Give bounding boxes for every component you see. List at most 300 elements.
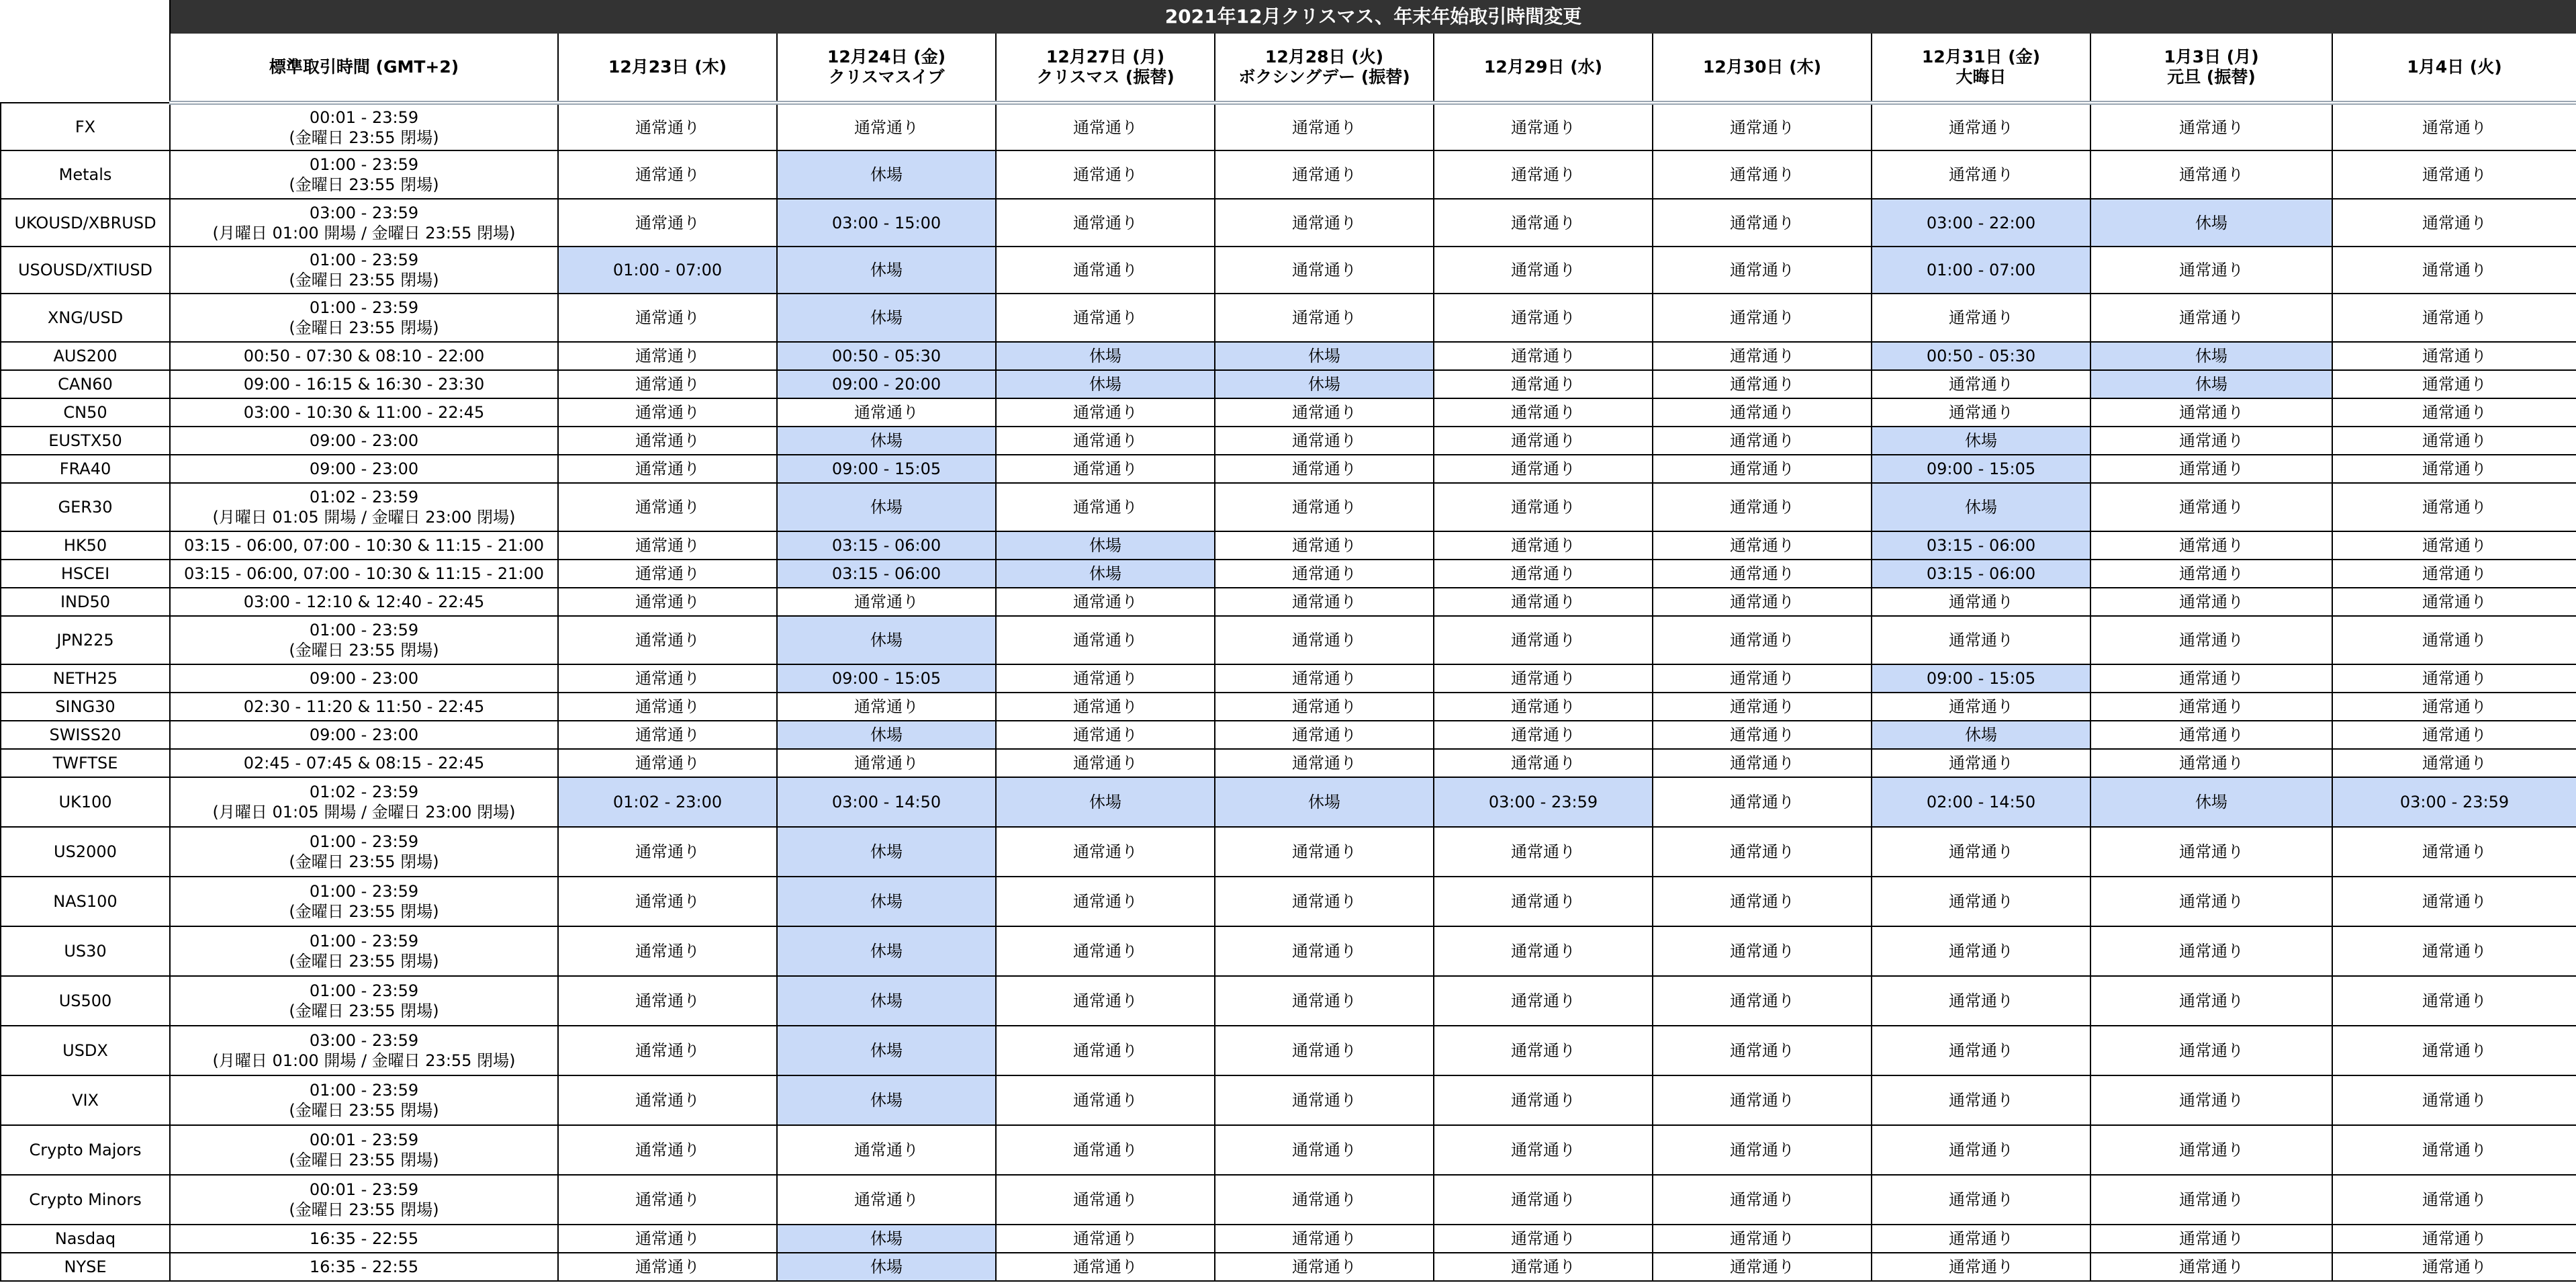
day-hours-cell: 通常通り xyxy=(1434,103,1653,150)
instrument-name: CAN60 xyxy=(1,370,170,398)
day-hours-cell: 通常通り xyxy=(2332,976,2576,1026)
day-hours-cell: 通常通り xyxy=(2332,588,2576,616)
day-hours-cell: 通常通り xyxy=(1215,926,1434,976)
day-hours-cell: 03:00 - 23:59 xyxy=(1434,777,1653,827)
day-hours-cell: 通常通り xyxy=(2090,976,2332,1026)
day-hours-cell: 通常通り xyxy=(2332,1225,2576,1253)
day-hours-cell: 通常通り xyxy=(777,588,996,616)
day-hours-cell: 通常通り xyxy=(2090,827,2332,877)
day-hours-cell: 通常通り xyxy=(1872,877,2090,926)
day-hours-cell: 通常通り xyxy=(1434,247,1653,294)
day-hours-cell: 通常通り xyxy=(996,926,1215,976)
day-hours-cell: 通常通り xyxy=(1215,827,1434,877)
instrument-name: NETH25 xyxy=(1,664,170,693)
column-header-day: 12月29日 (水) xyxy=(1434,33,1653,103)
day-hours-cell: 通常通り xyxy=(996,664,1215,693)
day-hours-cell: 通常通り xyxy=(1653,455,1872,483)
standard-hours-cell: 03:00 - 12:10 & 12:40 - 22:45 xyxy=(170,588,558,616)
instrument-name: Nasdaq xyxy=(1,1225,170,1253)
day-hours-cell: 休場 xyxy=(1872,721,2090,749)
day-hours-cell: 通常通り xyxy=(1653,1026,1872,1075)
day-hours-cell: 通常通り xyxy=(996,150,1215,199)
standard-hours-cell: 02:45 - 07:45 & 08:15 - 22:45 xyxy=(170,749,558,777)
day-hours-cell: 通常通り xyxy=(2332,150,2576,199)
day-hours-cell: 03:15 - 06:00 xyxy=(777,560,996,588)
day-hours-cell: 通常通り xyxy=(1653,150,1872,199)
day-hours-cell: 通常通り xyxy=(1215,427,1434,455)
day-hours-cell: 休場 xyxy=(777,1026,996,1075)
day-hours-cell: 通常通り xyxy=(2090,294,2332,342)
day-hours-cell: 通常通り xyxy=(2332,1026,2576,1075)
day-hours-cell: 通常通り xyxy=(1215,247,1434,294)
day-hours-cell: 通常通り xyxy=(1653,1253,1872,1281)
table-row xyxy=(1,1253,2576,1281)
table-row xyxy=(1,976,2576,1026)
day-hours-cell: 通常通り xyxy=(2090,531,2332,560)
column-header-day: 12月28日 (火) ボクシングデー (振替) xyxy=(1215,33,1434,103)
day-hours-cell: 通常通り xyxy=(1215,199,1434,247)
day-hours-cell: 通常通り xyxy=(2332,560,2576,588)
day-hours-cell: 通常通り xyxy=(996,455,1215,483)
day-hours-cell: 通常通り xyxy=(1215,588,1434,616)
day-hours-cell: 通常通り xyxy=(558,693,777,721)
day-hours-cell: 休場 xyxy=(777,1253,996,1281)
day-hours-cell: 通常通り xyxy=(2332,398,2576,427)
instrument-name: SING30 xyxy=(1,693,170,721)
column-header-day: 12月24日 (金) クリスマスイブ xyxy=(777,33,996,103)
day-hours-cell: 通常通り xyxy=(1653,926,1872,976)
day-hours-cell: 通常通り xyxy=(558,664,777,693)
day-hours-cell: 01:02 - 23:00 xyxy=(558,777,777,827)
day-hours-cell: 09:00 - 20:00 xyxy=(777,370,996,398)
day-hours-cell: 通常通り xyxy=(1653,531,1872,560)
day-hours-cell: 休場 xyxy=(1215,342,1434,370)
day-hours-cell: 通常通り xyxy=(2332,721,2576,749)
day-hours-cell: 通常通り xyxy=(1872,370,2090,398)
day-hours-cell: 通常通り xyxy=(1872,1225,2090,1253)
day-hours-cell: 通常通り xyxy=(996,199,1215,247)
day-hours-cell: 通常通り xyxy=(996,616,1215,664)
column-header-day: 12月27日 (月) クリスマス (振替) xyxy=(996,33,1215,103)
day-hours-cell: 通常通り xyxy=(2090,926,2332,976)
day-hours-cell: 通常通り xyxy=(1872,588,2090,616)
column-header-day: 12月30日 (木) xyxy=(1653,33,1872,103)
day-hours-cell: 通常通り xyxy=(1653,427,1872,455)
day-hours-cell: 通常通り xyxy=(2090,877,2332,926)
table-row xyxy=(1,427,2576,455)
day-hours-cell: 通常通り xyxy=(2090,1125,2332,1175)
corner-cell xyxy=(1,1,170,103)
day-hours-cell: 通常通り xyxy=(1215,455,1434,483)
standard-hours-cell: 00:01 - 23:59 (金曜日 23:55 閉場) xyxy=(170,1175,558,1225)
day-hours-cell: 通常通り xyxy=(1872,976,2090,1026)
table-row xyxy=(1,664,2576,693)
day-hours-cell: 通常通り xyxy=(1653,370,1872,398)
day-hours-cell: 通常通り xyxy=(1434,664,1653,693)
day-hours-cell: 通常通り xyxy=(1872,103,2090,150)
standard-hours-cell: 03:00 - 23:59 (月曜日 01:00 開場 / 金曜日 23:55 閉場) xyxy=(170,199,558,247)
day-hours-cell: 通常通り xyxy=(558,749,777,777)
standard-hours-cell: 02:30 - 11:20 & 11:50 - 22:45 xyxy=(170,693,558,721)
standard-hours-cell: 01:00 - 23:59 (金曜日 23:55 閉場) xyxy=(170,1075,558,1125)
table-row xyxy=(1,294,2576,342)
day-hours-cell: 休場 xyxy=(777,1075,996,1125)
day-hours-cell: 通常通り xyxy=(1215,150,1434,199)
day-hours-cell: 休場 xyxy=(777,247,996,294)
day-hours-cell: 通常通り xyxy=(996,588,1215,616)
day-hours-cell: 通常通り xyxy=(1653,777,1872,827)
day-hours-cell: 通常通り xyxy=(2332,531,2576,560)
day-hours-cell: 通常通り xyxy=(1434,150,1653,199)
standard-hours-cell: 00:01 - 23:59 (金曜日 23:55 閉場) xyxy=(170,103,558,150)
day-hours-cell: 通常通り xyxy=(1215,749,1434,777)
day-hours-cell: 通常通り xyxy=(996,1175,1215,1225)
day-hours-cell: 通常通り xyxy=(1653,398,1872,427)
day-hours-cell: 通常通り xyxy=(1434,1225,1653,1253)
day-hours-cell: 通常通り xyxy=(558,398,777,427)
table-row xyxy=(1,247,2576,294)
table-row xyxy=(1,693,2576,721)
day-hours-cell: 通常通り xyxy=(1215,294,1434,342)
day-hours-cell: 03:00 - 14:50 xyxy=(777,777,996,827)
standard-hours-cell: 01:00 - 23:59 (金曜日 23:55 閉場) xyxy=(170,976,558,1026)
standard-hours-cell: 01:02 - 23:59 (月曜日 01:05 開場 / 金曜日 23:00 閉場) xyxy=(170,483,558,531)
day-hours-cell: 通常通り xyxy=(1653,103,1872,150)
instrument-name: NYSE xyxy=(1,1253,170,1281)
day-hours-cell: 通常通り xyxy=(1434,560,1653,588)
day-hours-cell: 通常通り xyxy=(2090,1175,2332,1225)
day-hours-cell: 通常通り xyxy=(996,483,1215,531)
day-hours-cell: 通常通り xyxy=(1434,616,1653,664)
day-hours-cell: 休場 xyxy=(777,721,996,749)
day-hours-cell: 通常通り xyxy=(1434,1253,1653,1281)
day-hours-cell: 09:00 - 15:05 xyxy=(777,455,996,483)
day-hours-cell: 休場 xyxy=(996,531,1215,560)
day-hours-cell: 通常通り xyxy=(1653,342,1872,370)
day-hours-cell: 01:00 - 07:00 xyxy=(1872,247,2090,294)
standard-hours-cell: 01:02 - 23:59 (月曜日 01:05 開場 / 金曜日 23:00 閉場) xyxy=(170,777,558,827)
day-hours-cell: 通常通り xyxy=(1215,976,1434,1026)
instrument-name: IND50 xyxy=(1,588,170,616)
day-hours-cell: 通常通り xyxy=(1215,616,1434,664)
day-hours-cell: 通常通り xyxy=(2332,877,2576,926)
day-hours-cell: 通常通り xyxy=(2332,103,2576,150)
day-hours-cell: 通常通り xyxy=(2090,1075,2332,1125)
day-hours-cell: 通常通り xyxy=(2332,199,2576,247)
day-hours-cell: 通常通り xyxy=(1872,294,2090,342)
day-hours-cell: 03:15 - 06:00 xyxy=(777,531,996,560)
day-hours-cell: 通常通り xyxy=(2090,427,2332,455)
day-hours-cell: 通常通り xyxy=(558,1175,777,1225)
day-hours-cell: 休場 xyxy=(777,427,996,455)
day-hours-cell: 通常通り xyxy=(558,1125,777,1175)
standard-hours-cell: 00:50 - 07:30 & 08:10 - 22:00 xyxy=(170,342,558,370)
table-row xyxy=(1,588,2576,616)
table-row xyxy=(1,877,2576,926)
column-header-day: 12月31日 (金) 大晦日 xyxy=(1872,33,2090,103)
day-hours-cell: 通常通り xyxy=(777,749,996,777)
instrument-name: XNG/USD xyxy=(1,294,170,342)
table-title: 2021年12月クリスマス、年末年始取引時間変更 xyxy=(170,1,2576,33)
day-hours-cell: 休場 xyxy=(777,616,996,664)
day-hours-cell: 通常通り xyxy=(996,294,1215,342)
day-hours-cell: 通常通り xyxy=(2332,926,2576,976)
table-row xyxy=(1,777,2576,827)
instrument-name: GER30 xyxy=(1,483,170,531)
standard-hours-cell: 03:00 - 23:59 (月曜日 01:00 開場 / 金曜日 23:55 閉場) xyxy=(170,1026,558,1075)
day-hours-cell: 通常通り xyxy=(1653,588,1872,616)
day-hours-cell: 通常通り xyxy=(558,370,777,398)
day-hours-cell: 通常通り xyxy=(996,1026,1215,1075)
day-hours-cell: 通常通り xyxy=(1653,1125,1872,1175)
table-row xyxy=(1,721,2576,749)
day-hours-cell: 通常通り xyxy=(2090,616,2332,664)
day-hours-cell: 休場 xyxy=(777,877,996,926)
day-hours-cell: 休場 xyxy=(996,342,1215,370)
standard-hours-cell: 09:00 - 23:00 xyxy=(170,427,558,455)
day-hours-cell: 通常通り xyxy=(558,294,777,342)
day-hours-cell: 通常通り xyxy=(2332,427,2576,455)
column-header-day: 1月3日 (月) 元旦 (振替) xyxy=(2090,33,2332,103)
column-header-standard-hours: 標準取引時間 (GMT+2) xyxy=(170,33,558,103)
day-hours-cell: 休場 xyxy=(2090,342,2332,370)
day-hours-cell: 通常通り xyxy=(1872,1253,2090,1281)
day-hours-cell: 休場 xyxy=(2090,199,2332,247)
day-hours-cell: 休場 xyxy=(777,294,996,342)
day-hours-cell: 01:00 - 07:00 xyxy=(558,247,777,294)
table-row xyxy=(1,827,2576,877)
day-hours-cell: 通常通り xyxy=(1434,693,1653,721)
table-row xyxy=(1,616,2576,664)
day-hours-cell: 通常通り xyxy=(558,342,777,370)
day-hours-cell: 通常通り xyxy=(1434,721,1653,749)
day-hours-cell: 通常通り xyxy=(996,976,1215,1026)
day-hours-cell: 通常通り xyxy=(2090,560,2332,588)
standard-hours-cell: 01:00 - 23:59 (金曜日 23:55 閉場) xyxy=(170,616,558,664)
day-hours-cell: 通常通り xyxy=(996,103,1215,150)
instrument-name: TWFTSE xyxy=(1,749,170,777)
day-hours-cell: 通常通り xyxy=(777,693,996,721)
table-row xyxy=(1,1125,2576,1175)
day-hours-cell: 通常通り xyxy=(1653,1175,1872,1225)
day-hours-cell: 休場 xyxy=(2090,370,2332,398)
day-hours-cell: 通常通り xyxy=(1434,926,1653,976)
day-hours-cell: 通常通り xyxy=(2332,294,2576,342)
day-hours-cell: 通常通り xyxy=(558,827,777,877)
day-hours-cell: 通常通り xyxy=(1653,1225,1872,1253)
day-hours-cell: 通常通り xyxy=(1434,398,1653,427)
table-row xyxy=(1,150,2576,199)
day-hours-cell: 休場 xyxy=(777,976,996,1026)
day-hours-cell: 通常通り xyxy=(777,1175,996,1225)
standard-hours-cell: 01:00 - 23:59 (金曜日 23:55 閉場) xyxy=(170,926,558,976)
table-row xyxy=(1,1026,2576,1075)
day-hours-cell: 通常通り xyxy=(2332,616,2576,664)
instrument-name: FRA40 xyxy=(1,455,170,483)
day-hours-cell: 通常通り xyxy=(1215,664,1434,693)
day-hours-cell: 通常通り xyxy=(558,588,777,616)
standard-hours-cell: 03:15 - 06:00, 07:00 - 10:30 & 11:15 - 21:00 xyxy=(170,531,558,560)
standard-hours-cell: 03:00 - 10:30 & 11:00 - 22:45 xyxy=(170,398,558,427)
day-hours-cell: 通常通り xyxy=(2090,150,2332,199)
standard-hours-cell: 09:00 - 23:00 xyxy=(170,455,558,483)
day-hours-cell: 通常通り xyxy=(2090,693,2332,721)
day-hours-cell: 通常通り xyxy=(558,926,777,976)
day-hours-cell: 通常通り xyxy=(996,1125,1215,1175)
day-hours-cell: 休場 xyxy=(996,777,1215,827)
day-hours-cell: 通常通り xyxy=(1215,1225,1434,1253)
instrument-name: AUS200 xyxy=(1,342,170,370)
day-hours-cell: 通常通り xyxy=(996,1253,1215,1281)
day-hours-cell: 通常通り xyxy=(1653,693,1872,721)
instrument-name: UKOUSD/XBRUSD xyxy=(1,199,170,247)
day-hours-cell: 通常通り xyxy=(996,827,1215,877)
day-hours-cell: 通常通り xyxy=(1653,877,1872,926)
day-hours-cell: 09:00 - 15:05 xyxy=(1872,455,2090,483)
day-hours-cell: 通常通り xyxy=(2090,588,2332,616)
day-hours-cell: 通常通り xyxy=(2332,664,2576,693)
table-row xyxy=(1,560,2576,588)
day-hours-cell: 通常通り xyxy=(1872,749,2090,777)
day-hours-cell: 03:15 - 06:00 xyxy=(1872,560,2090,588)
instrument-name: NAS100 xyxy=(1,877,170,926)
day-hours-cell: 通常通り xyxy=(1434,1026,1653,1075)
day-hours-cell: 通常通り xyxy=(2090,247,2332,294)
day-hours-cell: 通常通り xyxy=(996,693,1215,721)
day-hours-cell: 09:00 - 15:05 xyxy=(1872,664,2090,693)
day-hours-cell: 通常通り xyxy=(1215,398,1434,427)
table-row xyxy=(1,531,2576,560)
standard-hours-cell: 09:00 - 16:15 & 16:30 - 23:30 xyxy=(170,370,558,398)
day-hours-cell: 通常通り xyxy=(1215,721,1434,749)
instrument-name: VIX xyxy=(1,1075,170,1125)
table-row xyxy=(1,926,2576,976)
instrument-name: FX xyxy=(1,103,170,150)
table-row xyxy=(1,103,2576,150)
standard-hours-cell: 16:35 - 22:55 xyxy=(170,1225,558,1253)
day-hours-cell: 通常通り xyxy=(1434,588,1653,616)
day-hours-cell: 通常通り xyxy=(1215,1253,1434,1281)
table-row xyxy=(1,1175,2576,1225)
day-hours-cell: 通常通り xyxy=(558,1225,777,1253)
standard-hours-cell: 00:01 - 23:59 (金曜日 23:55 閉場) xyxy=(170,1125,558,1175)
table-row xyxy=(1,398,2576,427)
day-hours-cell: 通常通り xyxy=(777,398,996,427)
day-hours-cell: 通常通り xyxy=(2332,455,2576,483)
day-hours-cell: 通常通り xyxy=(1653,827,1872,877)
day-hours-cell: 休場 xyxy=(777,827,996,877)
instrument-name: US500 xyxy=(1,976,170,1026)
day-hours-cell: 通常通り xyxy=(2332,827,2576,877)
table-row xyxy=(1,370,2576,398)
day-hours-cell: 通常通り xyxy=(996,749,1215,777)
day-hours-cell: 通常通り xyxy=(1215,483,1434,531)
day-hours-cell: 00:50 - 05:30 xyxy=(1872,342,2090,370)
day-hours-cell: 休場 xyxy=(777,1225,996,1253)
day-hours-cell: 通常通り xyxy=(1872,926,2090,976)
day-hours-cell: 通常通り xyxy=(1653,294,1872,342)
day-hours-cell: 通常通り xyxy=(2090,749,2332,777)
day-hours-cell: 通常通り xyxy=(2090,721,2332,749)
day-hours-cell: 通常通り xyxy=(2090,1026,2332,1075)
day-hours-cell: 通常通り xyxy=(2332,247,2576,294)
day-hours-cell: 通常通り xyxy=(1434,976,1653,1026)
instrument-name: Metals xyxy=(1,150,170,199)
day-hours-cell: 通常通り xyxy=(558,1026,777,1075)
day-hours-cell: 通常通り xyxy=(558,199,777,247)
day-hours-cell: 通常通り xyxy=(2332,1075,2576,1125)
day-hours-cell: 通常通り xyxy=(558,1075,777,1125)
instrument-name: USOUSD/XTIUSD xyxy=(1,247,170,294)
day-hours-cell: 通常通り xyxy=(2332,342,2576,370)
day-hours-cell: 通常通り xyxy=(2090,1253,2332,1281)
instrument-name: US30 xyxy=(1,926,170,976)
day-hours-cell: 通常通り xyxy=(2332,370,2576,398)
day-hours-cell: 通常通り xyxy=(1653,616,1872,664)
day-hours-cell: 通常通り xyxy=(1653,560,1872,588)
schedule-body xyxy=(1,103,2576,1281)
table-row xyxy=(1,342,2576,370)
day-hours-cell: 通常通り xyxy=(2090,398,2332,427)
day-hours-cell: 通常通り xyxy=(1434,1175,1653,1225)
day-hours-cell: 通常通り xyxy=(558,560,777,588)
day-hours-cell: 通常通り xyxy=(777,1125,996,1175)
standard-hours-cell: 01:00 - 23:59 (金曜日 23:55 閉場) xyxy=(170,827,558,877)
instrument-name: HK50 xyxy=(1,531,170,560)
day-hours-cell: 通常通り xyxy=(558,483,777,531)
day-hours-cell: 休場 xyxy=(1215,777,1434,827)
instrument-name: SWISS20 xyxy=(1,721,170,749)
day-hours-cell: 通常通り xyxy=(558,877,777,926)
day-hours-cell: 通常通り xyxy=(1434,877,1653,926)
day-hours-cell: 通常通り xyxy=(2090,483,2332,531)
day-hours-cell: 通常通り xyxy=(2332,1125,2576,1175)
standard-hours-cell: 09:00 - 23:00 xyxy=(170,664,558,693)
day-hours-cell: 通常通り xyxy=(1653,483,1872,531)
day-hours-cell: 通常通り xyxy=(1872,1075,2090,1125)
day-hours-cell: 通常通り xyxy=(1872,693,2090,721)
day-hours-cell: 通常通り xyxy=(2332,693,2576,721)
standard-hours-cell: 09:00 - 23:00 xyxy=(170,721,558,749)
day-hours-cell: 通常通り xyxy=(1653,721,1872,749)
day-hours-cell: 通常通り xyxy=(1215,693,1434,721)
standard-hours-cell: 03:15 - 06:00, 07:00 - 10:30 & 11:15 - 21:00 xyxy=(170,560,558,588)
day-hours-cell: 通常通り xyxy=(1434,1075,1653,1125)
day-hours-cell: 休場 xyxy=(777,926,996,976)
instrument-name: US2000 xyxy=(1,827,170,877)
day-hours-cell: 通常通り xyxy=(1872,827,2090,877)
day-hours-cell: 通常通り xyxy=(2332,1253,2576,1281)
day-hours-cell: 通常通り xyxy=(1872,1125,2090,1175)
day-hours-cell: 通常通り xyxy=(558,1253,777,1281)
day-hours-cell: 通常通り xyxy=(1872,150,2090,199)
day-hours-cell: 通常通り xyxy=(1434,455,1653,483)
day-hours-cell: 通常通り xyxy=(1215,1175,1434,1225)
day-hours-cell: 休場 xyxy=(996,370,1215,398)
day-hours-cell: 通常通り xyxy=(558,150,777,199)
day-hours-cell: 通常通り xyxy=(1653,247,1872,294)
day-hours-cell: 通常通り xyxy=(2090,1225,2332,1253)
day-hours-cell: 通常通り xyxy=(1434,427,1653,455)
day-hours-cell: 通常通り xyxy=(996,877,1215,926)
day-hours-cell: 休場 xyxy=(996,560,1215,588)
day-hours-cell: 通常通り xyxy=(1215,560,1434,588)
day-hours-cell: 通常通り xyxy=(2090,103,2332,150)
day-hours-cell: 通常通り xyxy=(1434,342,1653,370)
day-hours-cell: 通常通り xyxy=(1434,294,1653,342)
standard-hours-cell: 01:00 - 23:59 (金曜日 23:55 閉場) xyxy=(170,877,558,926)
day-hours-cell: 通常通り xyxy=(558,721,777,749)
